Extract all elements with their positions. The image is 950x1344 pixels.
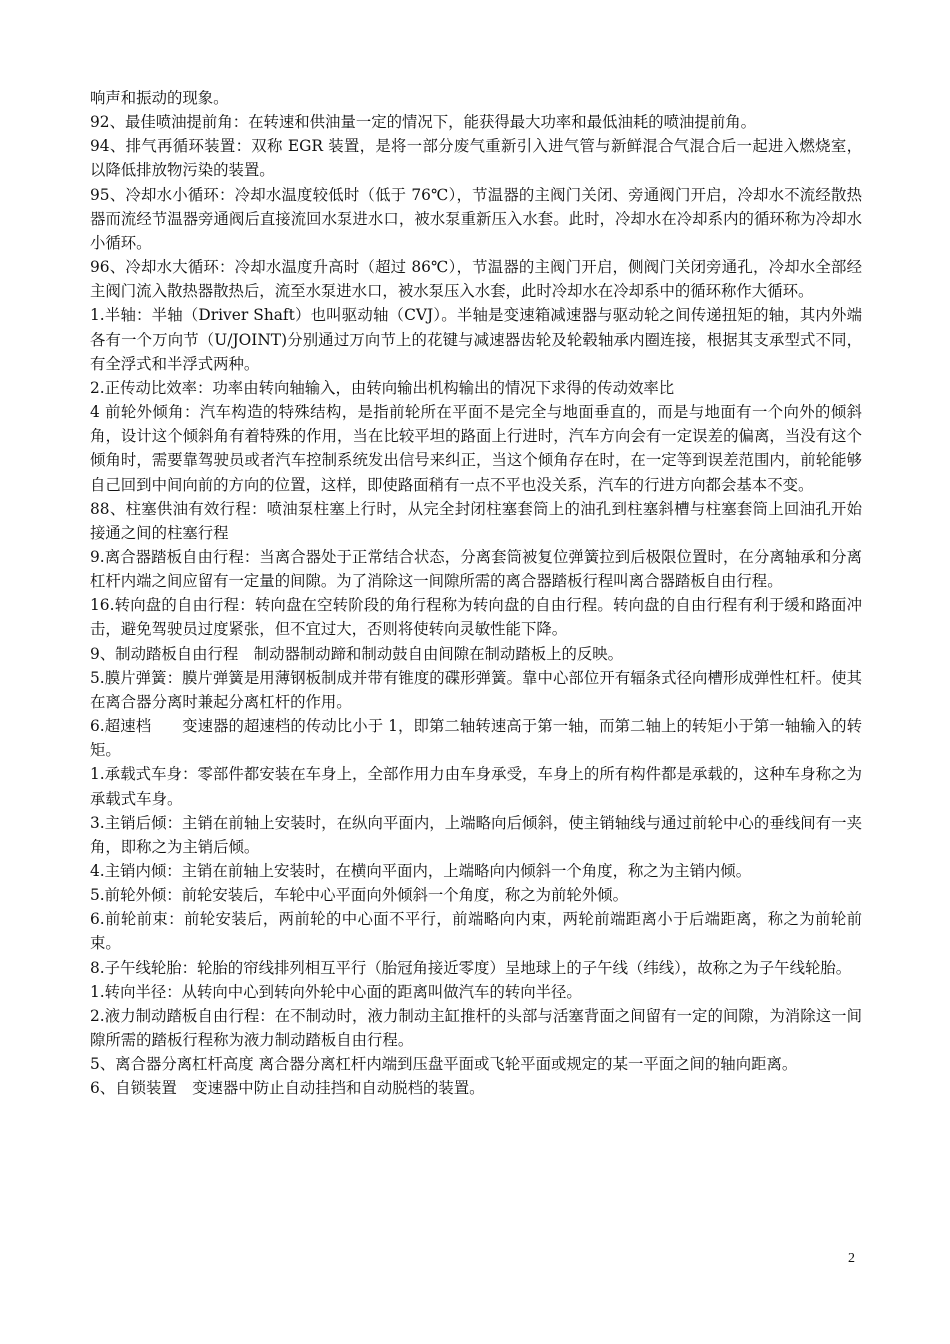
paragraph: 3.主销后倾：主销在前轴上安装时，在纵向平面内，上端略向后倾斜，使主销轴线与通过前轮中心的垂线间有一夹角，即称之为主销后倾。 xyxy=(90,813,862,856)
paragraph: 4.主销内倾：主销在前轴上安装时，在横向平面内，上端略向内倾斜一个角度，称之为主销内倾。 xyxy=(90,862,752,880)
paragraph: 5、离合器分离杠杆高度 离合器分离杠杆内端到压盘平面或飞轮平面或规定的某一平面之间的轴向距离。 xyxy=(90,1055,798,1074)
paragraph: 6、自锁装置 变速器中防止自动挂挡和自动脱档的装置。 xyxy=(90,1079,485,1098)
paragraph: 1.半轴：半轴（Driver Shaft）也叫驱动轴（CVJ）。半轴是变速箱减速器与驱动轮之间传递扭矩的轴，其内外端各有一个万向节（U/JOINT)分别通过万向节上的花键与减速器齿轮及轮毂轴承内圈连接，根据其支承型式不同，有全浮式和半浮式两种。 xyxy=(90,306,862,373)
paragraph: 2.正传动比效率：功率由转向轴输入，由转向输出机构输出的情况下求得的传动效率比 xyxy=(90,378,675,397)
paragraph: 1.转向半径：从转向中心到转向外轮中心面的距离叫做汽车的转向半径。 xyxy=(90,982,582,1001)
paragraph: 95、冷却水小循环：冷却水温度较低时（低于 76℃），节温器的主阀门关闭、旁通阀门开启，冷却水不流经散热器而流经节温器旁通阀后直接流回水泵进水口，被水泵重新压入水套。此时，冷却水在冷却系内的循环称为冷却水小循环。 xyxy=(90,185,862,252)
paragraph: 2.液力制动踏板自由行程：在不制动时，液力制动主缸推杆的头部与活塞背面之间留有一定的间隙，为消除这一间隙所需的踏板行程称为液力制动踏板自由行程。 xyxy=(90,1006,862,1050)
paragraph: 6.超速档 变速器的超速档的传动比小于 1，即第二轴转速高于第一轴，而第二轴上的转矩小于第一轴输入的转矩。 xyxy=(90,717,862,760)
paragraph: 96、冷却水大循环：冷却水温度升高时（超过 86℃），节温器的主阀门开启，侧阀门关闭旁通孔，冷却水全部经主阀门流入散热器散热后，流至水泵进水口，被水泵压入水套，此时冷却水在冷却系中的循环称作大循环。 xyxy=(90,258,862,301)
paragraph: 8.子午线轮胎：轮胎的帘线排列相互平行（胎冠角接近零度）呈地球上的子午线（纬线），故称之为子午线轮胎。 xyxy=(90,958,852,977)
paragraph: 92、最佳喷油提前角：在转速和供油量一定的情况下，能获得最大功率和最低油耗的喷油提前角。 xyxy=(90,113,756,132)
paragraph: 5.前轮外倾：前轮安装后，车轮中心平面向外倾斜一个角度，称之为前轮外倾。 xyxy=(90,886,628,905)
paragraph: 9、制动踏板自由行程 制动器制动蹄和制动鼓自由间隙在制动踏板上的反映。 xyxy=(90,644,624,663)
paragraph: 响声和振动的现象。 xyxy=(90,89,229,107)
paragraph: 94、排气再循环装置：双称 EGR 装置，是将一部分废气重新引入进气管与新鲜混合气混合后一起进入燃烧室，以降低排放物污染的装置。 xyxy=(90,137,862,180)
paragraph: 1.承载式车身：零部件都安装在车身上，全部作用力由车身承受，车身上的所有构件都是承载的，这种车身称之为承载式车身。 xyxy=(90,765,862,808)
paragraph: 6.前轮前束：前轮安装后，两前轮的中心面不平行，前端略向内束，两轮前端距离小于后端距离，称之为前轮前束。 xyxy=(90,910,862,953)
paragraph: 88、柱塞供油有效行程：喷油泵柱塞上行时，从完全封闭柱塞套筒上的油孔到柱塞斜槽与柱塞套筒上回油孔开始接通之间的柱塞行程 xyxy=(90,499,862,542)
paragraph: 16.转向盘的自由行程：转向盘在空转阶段的角行程称为转向盘的自由行程。转向盘的自由行程有利于缓和路面冲击，避免驾驶员过度紧张，但不宜过大，否则将使转向灵敏性能下降。 xyxy=(90,596,862,639)
paragraph: 4 前轮外倾角：汽车构造的特殊结构，是指前轮所在平面不是完全与地面垂直的，而是与地面有一个向外的倾斜角，设计这个倾斜角有着特殊的作用，当在比较平坦的路面上行进时，汽车方向会有一定误差的偏离，当没有这个倾角时，需要靠驾驶员或者汽车控制系统发出信号来纠正，当这个倾角存在时，在一定等到误差范围内，前轮能够自己回到中间向前的方向的位置，这样，即使路面稍有一点不平也没关系，汽车的行进方向都会基本不变。 xyxy=(90,403,862,494)
page-number: 2 xyxy=(848,1251,855,1266)
document-body xyxy=(90,86,862,1101)
paragraph: 5.膜片弹簧：膜片弹簧是用薄钢板制成并带有锥度的碟形弹簧。靠中心部位开有辐条式径向槽形成弹性杠杆。使其在离合器分离时兼起分离杠杆的作用。 xyxy=(90,668,862,711)
paragraph: 9.离合器踏板自由行程：当离合器处于正常结合状态，分离套筒被复位弹簧拉到后极限位置时，在分离轴承和分离杠杆内端之间应留有一定量的间隙。为了消除这一间隙所需的离合器踏板行程叫离合器踏板自由行程。 xyxy=(90,547,862,591)
